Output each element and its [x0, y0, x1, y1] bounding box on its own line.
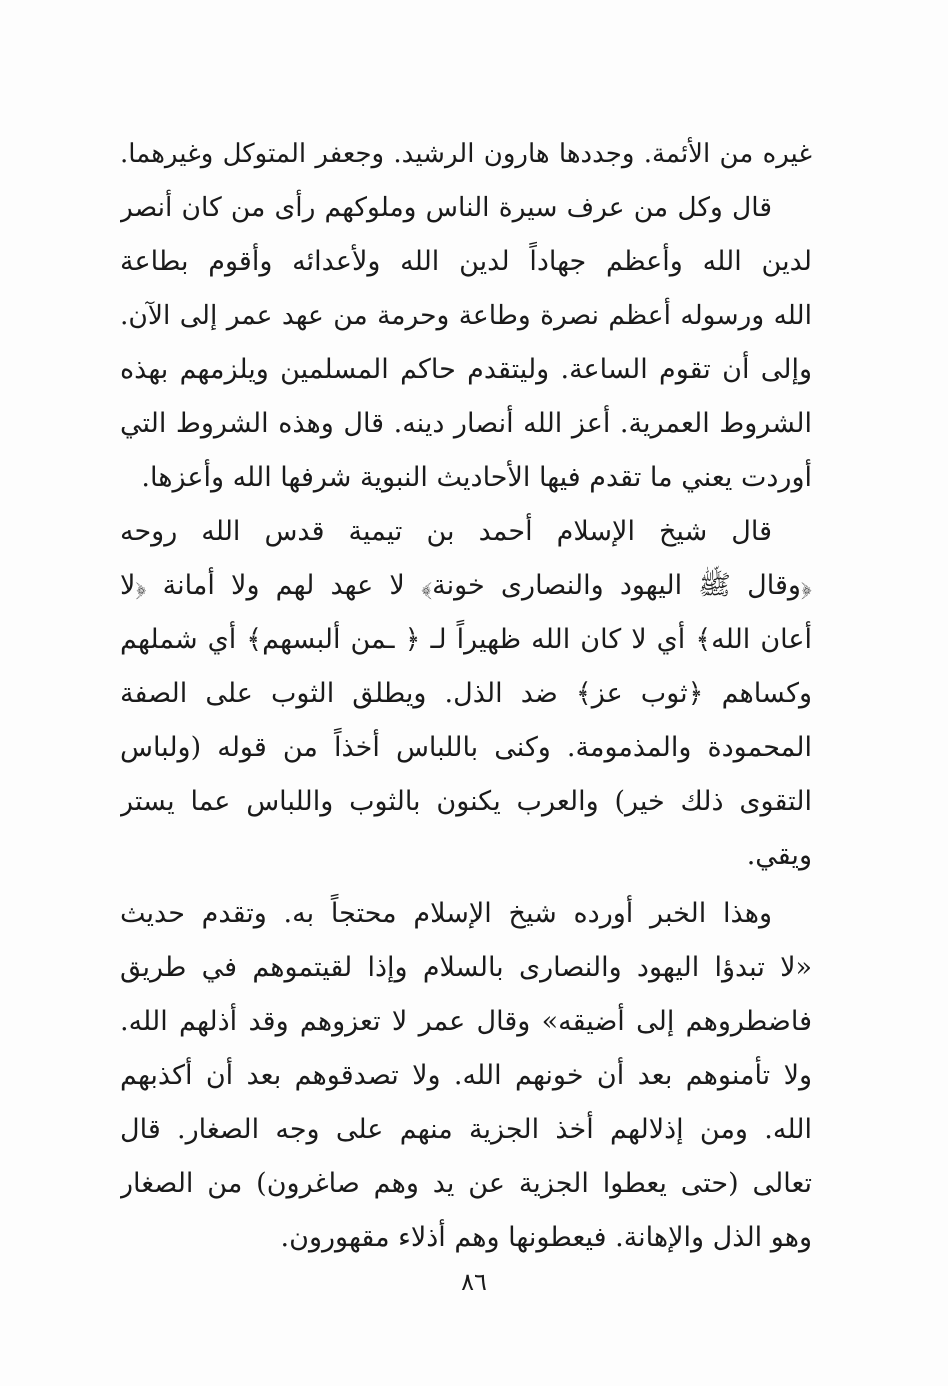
paragraph-line: التقوى ذلك خير) والعرب يكنون بالثوب واللباس عما يستر	[120, 786, 812, 817]
paragraph-line: غيره من الأئمة. وجددها هارون الرشيد. وجعفر المتوكل وغيرهما.	[120, 139, 812, 169]
paragraph-line: ﴿وقال ﷺ اليهود والنصارى خونة﴾ لا عهد لهم ولا أمانة ﴿لا	[120, 570, 812, 601]
paragraph-line: ويقي.	[746, 840, 812, 871]
paragraph-line: تعالى (حتى يعطوا الجزية عن يد وهم صاغرون) من الصغار	[120, 1168, 812, 1199]
paragraph-line: الشروط العمرية. أعز الله أنصار دينه. قال وهذه الشروط التي	[120, 408, 812, 439]
paragraph-line: قال وكل من عرف سيرة الناس وملوكهم رأى من كان أنصر	[120, 192, 772, 223]
paragraph-line: أوردت يعني ما تقدم فيها الأحاديث النبوية شرفها الله وأعزها.	[141, 462, 812, 493]
paragraph-line: فاضطروهم إلى أضيقه» وقال عمر لا تعزوهم وقد أذلهم الله.	[120, 1006, 812, 1037]
paragraph-line: وهذا الخبر أورده شيخ الإسلام محتجاً به. وتقدم حديث	[120, 898, 772, 929]
paragraph-line: المحمودة والمذمومة. وكنى باللباس أخذاً من قوله (ولباس	[120, 732, 812, 763]
paragraph-line: أعان الله﴾ أي لا كان الله ظهيراً لـ ﴿ ـمن ألبسهم﴾ أي شملهم	[120, 624, 812, 655]
page-number: ٨٦	[461, 1268, 487, 1296]
paragraph-line: وإلى أن تقوم الساعة. وليتقدم حاكم المسلمين ويلزمهم بهذه	[120, 354, 812, 385]
paragraph-line: «لا تبدؤا اليهود والنصارى بالسلام وإذا لقيتموهم في طريق	[120, 952, 812, 983]
paragraph-line: الله ورسوله أعظم نصرة وطاعة وحرمة من عهد عمر إلى الآن.	[120, 300, 812, 331]
paragraph-line: الله. ومن إذلالهم أخذ الجزية منهم على وجه الصغار. قال	[120, 1114, 812, 1145]
paragraph-line: وهو الذل والإهانة. فيعطونها وهم أذلاء مقهورون.	[280, 1222, 812, 1253]
paragraph-line: لدين الله وأعظم جهاداً لدين الله ولأعدائه وأقوم بطاعة	[120, 246, 812, 277]
paragraph-line: قال شيخ الإسلام أحمد بن تيمية قدس الله روحه	[120, 516, 772, 547]
paragraph-line: وكساهم ﴿ثوب عز﴾ ضد الذل. ويطلق الثوب على الصفة	[120, 678, 812, 709]
paragraph-line: ولا تأمنوهم بعد أن خونهم الله. ولا تصدقوهم بعد أن أكذبهم	[120, 1060, 812, 1091]
